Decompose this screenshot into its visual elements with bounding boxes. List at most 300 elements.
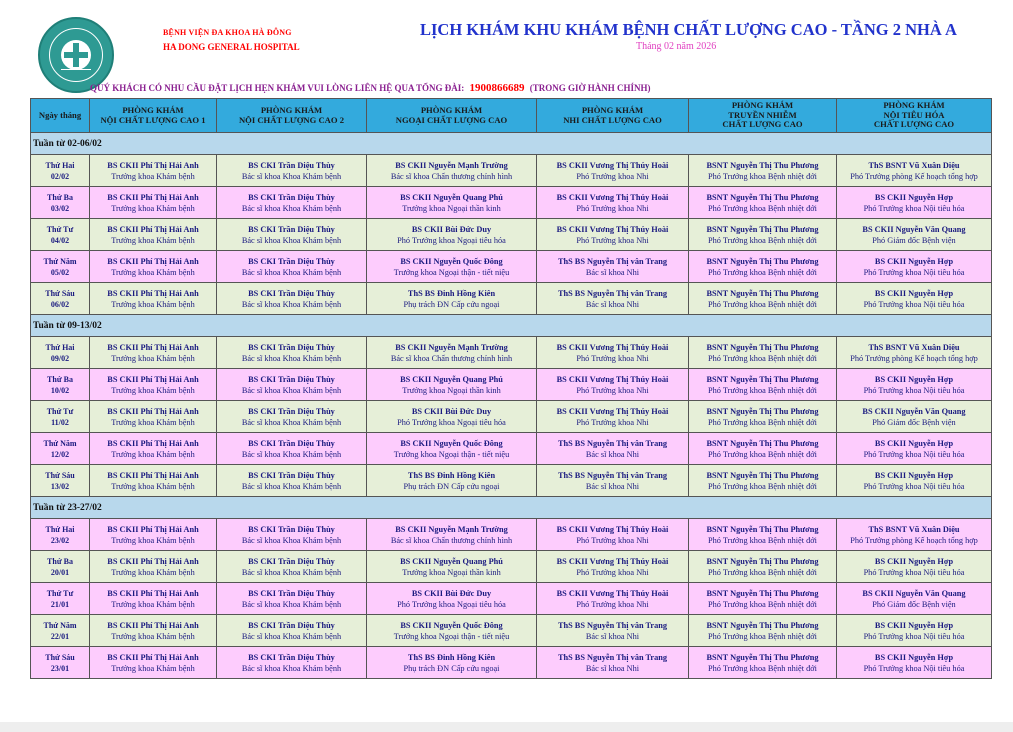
- weekday: Thứ Tư: [46, 588, 74, 598]
- weekday: Thứ Năm: [43, 438, 77, 448]
- doctor-name: BS CKII Phí Thị Hải Anh: [107, 620, 199, 630]
- doctor-cell: [837, 401, 992, 433]
- doctor-position: Bác sĩ khoa Nhi: [585, 449, 640, 459]
- weekday: Thứ Tư: [46, 406, 74, 416]
- doctor-position: Phó Trưởng khoa Bệnh nhiệt đới: [708, 535, 817, 545]
- date: 23/02: [50, 535, 70, 545]
- col-header-c6: PHÒNG KHÁM NỘI TIÊU HÓA CHẤT LƯỢNG CAO: [837, 99, 992, 133]
- doctor-cell: [837, 283, 992, 315]
- doctor-name: BS CKII Nguyễn Hợp: [874, 470, 954, 480]
- weekday: Thứ Tư: [46, 224, 74, 234]
- doctor-position: Trưởng khoa Khám bệnh: [111, 353, 195, 363]
- doctor-name: ThS BSNT Vũ Xuân Diệu: [868, 524, 960, 534]
- doctor-cell: [367, 647, 537, 679]
- doctor-name: BS CKII Vương Thị Thúy Hoài: [556, 224, 669, 234]
- doctor-position: Bác sĩ khoa Nhi: [585, 663, 640, 673]
- doctor-cell: [217, 433, 367, 465]
- table-row: [31, 647, 992, 679]
- doctor-name: BS CKII Nguyễn Hợp: [874, 620, 954, 630]
- doctor-position: Trưởng khoa Ngoại thận - tiết niệu: [393, 267, 510, 277]
- doctor-position: Bác sĩ khoa Khoa Khám bệnh: [241, 417, 342, 427]
- doctor-name: BS CKII Nguyễn Hợp: [874, 192, 954, 202]
- doctor-name: BSNT Nguyễn Thị Thu Phương: [706, 524, 819, 534]
- doctor-name: BS CKII Nguyễn Hợp: [874, 556, 954, 566]
- doctor-cell: [367, 337, 537, 369]
- week-label: Tuần từ 02-06/02: [31, 133, 992, 155]
- doctor-name: BS CKI Trần Diệu Thùy: [248, 160, 335, 170]
- doctor-name: ThS BS Nguyễn Thị vân Trang: [557, 652, 668, 662]
- doctor-position: Phó Trưởng khoa Nội tiêu hóa: [863, 449, 965, 459]
- doctor-name: BS CKII Vương Thị Thúy Hoài: [556, 342, 669, 352]
- day-cell: [31, 337, 90, 369]
- day-cell: [31, 369, 90, 401]
- schedule-body: [31, 133, 992, 679]
- doctor-name: BS CKII Phí Thị Hải Anh: [107, 256, 199, 266]
- doctor-cell: [537, 433, 689, 465]
- doctor-name: BS CKII Nguyễn Hợp: [874, 652, 954, 662]
- doctor-name: BS CKII Nguyễn Quốc Đông: [400, 620, 503, 630]
- doctor-name: BS CKII Bùi Đức Duy: [411, 224, 492, 234]
- doctor-position: Phó Trưởng khoa Bệnh nhiệt đới: [708, 299, 817, 309]
- doctor-cell: [537, 615, 689, 647]
- doctor-name: ThS BS Đinh Hồng Kiên: [407, 288, 496, 298]
- doctor-cell: [837, 155, 992, 187]
- doctor-name: BS CKII Nguyễn Hợp: [874, 438, 954, 448]
- medical-cross-bar: [64, 52, 88, 58]
- doctor-position: Phụ trách ĐN Cấp cứu ngoại: [403, 663, 500, 673]
- doctor-position: Phó Trưởng khoa Bệnh nhiệt đới: [708, 449, 817, 459]
- doctor-cell: [90, 401, 217, 433]
- doctor-name: BSNT Nguyễn Thị Thu Phương: [706, 652, 819, 662]
- doctor-cell: [837, 187, 992, 219]
- doctor-cell: [90, 283, 217, 315]
- doctor-cell: [367, 519, 537, 551]
- doctor-cell: [217, 647, 367, 679]
- doctor-name: BS CKI Trần Diệu Thùy: [248, 406, 335, 416]
- doctor-name: BS CKI Trần Diệu Thùy: [248, 438, 335, 448]
- doctor-name: BS CKII Nguyễn Văn Quang: [862, 224, 966, 234]
- doctor-name: BS CKI Trần Diệu Thùy: [248, 192, 335, 202]
- doctor-name: BS CKII Phí Thị Hải Anh: [107, 374, 199, 384]
- doctor-name: BS CKI Trần Diệu Thùy: [248, 288, 335, 298]
- doctor-name: BSNT Nguyễn Thị Thu Phương: [706, 588, 819, 598]
- doctor-cell: [90, 551, 217, 583]
- doctor-name: BS CKI Trần Diệu Thùy: [248, 342, 335, 352]
- doctor-cell: [90, 219, 217, 251]
- doctor-name: BS CKI Trần Diệu Thùy: [248, 256, 335, 266]
- weekday: Thứ Hai: [45, 524, 75, 534]
- doctor-cell: [537, 647, 689, 679]
- doctor-cell: [689, 465, 837, 497]
- doctor-position: Bác sĩ khoa Khoa Khám bệnh: [241, 353, 342, 363]
- doctor-position: Phó Trưởng khoa Bệnh nhiệt đới: [708, 353, 817, 363]
- page-subtitle: Tháng 02 năm 2026: [636, 41, 717, 52]
- doctor-name: BS CKII Vương Thị Thúy Hoài: [556, 588, 669, 598]
- doctor-position: Phó Trưởng khoa Bệnh nhiệt đới: [708, 599, 817, 609]
- doctor-cell: [537, 283, 689, 315]
- week-row: [31, 497, 992, 519]
- doctor-name: BS CKII Phí Thị Hải Anh: [107, 470, 199, 480]
- doctor-name: BS CKII Nguyễn Quang Phú: [400, 556, 503, 566]
- doctor-name: BS CKII Nguyễn Quang Phú: [400, 192, 503, 202]
- date: 10/02: [50, 385, 70, 395]
- doctor-name: BSNT Nguyễn Thị Thu Phương: [706, 342, 819, 352]
- doctor-name: BS CKI Trần Diệu Thùy: [248, 620, 335, 630]
- doctor-position: Phó Giám đốc Bệnh viện: [872, 235, 956, 245]
- weekday: Thứ Sáu: [45, 470, 75, 480]
- table-row: [31, 401, 992, 433]
- doctor-position: Phó Trưởng phòng Kế hoạch tổng hợp: [850, 353, 978, 363]
- doctor-name: BSNT Nguyễn Thị Thu Phương: [706, 288, 819, 298]
- doctor-position: Bác sĩ khoa Chấn thương chỉnh hình: [390, 353, 513, 363]
- doctor-position: Phó Trưởng khoa Bệnh nhiệt đới: [708, 267, 817, 277]
- doctor-name: BS CKII Vương Thị Thúy Hoài: [556, 556, 669, 566]
- doctor-cell: [689, 647, 837, 679]
- doctor-cell: [217, 283, 367, 315]
- doctor-cell: [217, 369, 367, 401]
- logo-ribbon: [61, 69, 91, 78]
- weekday: Thứ Sáu: [45, 288, 75, 298]
- doctor-position: Phó Trưởng khoa Nhi: [576, 567, 649, 577]
- day-cell: [31, 647, 90, 679]
- doctor-position: Bác sĩ khoa Khoa Khám bệnh: [241, 267, 342, 277]
- doctor-name: BS CKII Nguyễn Quốc Đông: [400, 256, 503, 266]
- doctor-name: BS CKII Nguyễn Mạnh Trường: [395, 342, 508, 352]
- doctor-cell: [367, 187, 537, 219]
- doctor-name: ThS BS Nguyễn Thị vân Trang: [557, 256, 668, 266]
- doctor-position: Phó Trưởng khoa Nhi: [576, 203, 649, 213]
- day-cell: [31, 155, 90, 187]
- table-row: [31, 337, 992, 369]
- doctor-cell: [367, 433, 537, 465]
- weekday: Thứ Ba: [47, 556, 73, 566]
- footer-bar: [0, 722, 1013, 732]
- doctor-name: BS CKII Vương Thị Thúy Hoài: [556, 160, 669, 170]
- weekday: Thứ Hai: [45, 160, 75, 170]
- doctor-cell: [537, 551, 689, 583]
- doctor-position: Bác sĩ khoa Khoa Khám bệnh: [241, 567, 342, 577]
- weekday: Thứ Hai: [45, 342, 75, 352]
- doctor-position: Phó Trưởng khoa Nội tiêu hóa: [863, 663, 965, 673]
- doctor-position: Phó Trưởng phòng Kế hoạch tổng hợp: [850, 535, 978, 545]
- doctor-cell: [837, 433, 992, 465]
- table-row: [31, 369, 992, 401]
- doctor-cell: [367, 583, 537, 615]
- doctor-cell: [837, 551, 992, 583]
- doctor-cell: [837, 337, 992, 369]
- doctor-cell: [367, 251, 537, 283]
- doctor-name: BSNT Nguyễn Thị Thu Phương: [706, 224, 819, 234]
- date: 23/01: [50, 663, 70, 673]
- date: 05/02: [50, 267, 70, 277]
- table-row: [31, 583, 992, 615]
- doctor-position: Trưởng khoa Ngoại thận - tiết niệu: [393, 449, 510, 459]
- doctor-position: Bác sĩ khoa Nhi: [585, 481, 640, 491]
- doctor-cell: [367, 369, 537, 401]
- doctor-name: BS CKI Trần Diệu Thùy: [248, 224, 335, 234]
- doctor-cell: [367, 551, 537, 583]
- doctor-name: BSNT Nguyễn Thị Thu Phương: [706, 256, 819, 266]
- day-cell: [31, 187, 90, 219]
- doctor-name: BS CKII Phí Thị Hải Anh: [107, 406, 199, 416]
- doctor-position: Phó Trưởng khoa Nhi: [576, 235, 649, 245]
- doctor-name: BS CKII Phí Thị Hải Anh: [107, 342, 199, 352]
- doctor-name: BS CKII Nguyễn Văn Quang: [862, 588, 966, 598]
- doctor-name: BS CKI Trần Diệu Thùy: [248, 374, 335, 384]
- doctor-position: Trưởng khoa Khám bệnh: [111, 417, 195, 427]
- doctor-cell: [537, 251, 689, 283]
- doctor-name: BS CKII Nguyễn Hợp: [874, 288, 954, 298]
- doctor-position: Trưởng khoa Khám bệnh: [111, 203, 195, 213]
- day-cell: [31, 519, 90, 551]
- date: 12/02: [50, 449, 70, 459]
- doctor-name: BS CKI Trần Diệu Thùy: [248, 524, 335, 534]
- doctor-name: BS CKII Bùi Đức Duy: [411, 588, 492, 598]
- doctor-position: Trưởng khoa Khám bệnh: [111, 267, 195, 277]
- doctor-cell: [217, 465, 367, 497]
- doctor-cell: [837, 251, 992, 283]
- doctor-name: BS CKII Phí Thị Hải Anh: [107, 224, 199, 234]
- doctor-position: Phó Trưởng khoa Nhi: [576, 417, 649, 427]
- doctor-position: Phó Trưởng khoa Ngoại tiêu hóa: [397, 417, 506, 427]
- doctor-position: Phó Trưởng khoa Nội tiêu hóa: [863, 567, 965, 577]
- date: 21/01: [50, 599, 70, 609]
- doctor-name: BS CKII Vương Thị Thúy Hoài: [556, 374, 669, 384]
- page-title: LỊCH KHÁM KHU KHÁM BỆNH CHẤT LƯỢNG CAO - TẦNG 2 NHÀ A: [420, 20, 957, 39]
- col-header-c5: PHÒNG KHÁM TRUYỀN NHIỄM CHẤT LƯỢNG CAO: [689, 99, 837, 133]
- doctor-cell: [217, 219, 367, 251]
- date: 04/02: [50, 235, 70, 245]
- day-cell: [31, 251, 90, 283]
- col-header-c2: PHÒNG KHÁM NỘI CHẤT LƯỢNG CAO 2: [217, 99, 367, 133]
- doctor-cell: [217, 251, 367, 283]
- hotline-number[interactable]: 1900866689: [469, 82, 525, 94]
- doctor-name: BS CKII Phí Thị Hải Anh: [107, 438, 199, 448]
- weekday: Thứ Ba: [47, 192, 73, 202]
- doctor-cell: [217, 551, 367, 583]
- doctor-cell: [837, 369, 992, 401]
- doctor-cell: [90, 251, 217, 283]
- header-row: [31, 99, 992, 133]
- doctor-position: Phó Trưởng khoa Bệnh nhiệt đới: [708, 631, 817, 641]
- doctor-name: ThS BS Nguyễn Thị vân Trang: [557, 288, 668, 298]
- doctor-cell: [689, 155, 837, 187]
- doctor-cell: [367, 219, 537, 251]
- doctor-name: ThS BSNT Vũ Xuân Diệu: [868, 342, 960, 352]
- doctor-name: BS CKII Phí Thị Hải Anh: [107, 556, 199, 566]
- doctor-position: Bác sĩ khoa Chấn thương chỉnh hình: [390, 171, 513, 181]
- doctor-name: BS CKII Phí Thị Hải Anh: [107, 524, 199, 534]
- doctor-position: Phó Trưởng khoa Ngoại tiêu hóa: [397, 599, 506, 609]
- doctor-cell: [217, 583, 367, 615]
- col-header-c4: PHÒNG KHÁM NHI CHẤT LƯỢNG CAO: [537, 99, 689, 133]
- doctor-cell: [90, 615, 217, 647]
- weekday: Thứ Năm: [43, 256, 77, 266]
- doctor-name: BS CKI Trần Diệu Thùy: [248, 556, 335, 566]
- doctor-cell: [537, 155, 689, 187]
- notice-hours: (TRONG GIỜ HÀNH CHÍNH): [529, 83, 651, 93]
- doctor-name: ThS BS Đinh Hồng Kiên: [407, 470, 496, 480]
- day-cell: [31, 283, 90, 315]
- day-cell: [31, 433, 90, 465]
- col-header-c3: PHÒNG KHÁM NGOẠI CHẤT LƯỢNG CAO: [367, 99, 537, 133]
- doctor-name: BSNT Nguyễn Thị Thu Phương: [706, 620, 819, 630]
- doctor-name: ThS BS Nguyễn Thị vân Trang: [557, 470, 668, 480]
- doctor-position: Phó Trưởng khoa Bệnh nhiệt đới: [708, 481, 817, 491]
- doctor-position: Trưởng khoa Khám bệnh: [111, 385, 195, 395]
- doctor-position: Bác sĩ khoa Khoa Khám bệnh: [241, 631, 342, 641]
- doctor-cell: [689, 583, 837, 615]
- day-cell: [31, 551, 90, 583]
- doctor-position: Phụ trách ĐN Cấp cứu ngoại: [403, 481, 500, 491]
- doctor-position: Phó Trưởng khoa Bệnh nhiệt đới: [708, 663, 817, 673]
- doctor-cell: [367, 155, 537, 187]
- doctor-cell: [689, 369, 837, 401]
- doctor-cell: [367, 401, 537, 433]
- date: 03/02: [50, 203, 70, 213]
- doctor-cell: [837, 465, 992, 497]
- table-row: [31, 219, 992, 251]
- doctor-name: BSNT Nguyễn Thị Thu Phương: [706, 556, 819, 566]
- date: 06/02: [50, 299, 70, 309]
- doctor-position: Bác sĩ khoa Khoa Khám bệnh: [241, 171, 342, 181]
- doctor-position: Bác sĩ khoa Khoa Khám bệnh: [241, 385, 342, 395]
- doctor-cell: [90, 155, 217, 187]
- doctor-position: Bác sĩ khoa Nhi: [585, 631, 640, 641]
- table-row: [31, 615, 992, 647]
- doctor-position: Bác sĩ khoa Nhi: [585, 299, 640, 309]
- doctor-name: BSNT Nguyễn Thị Thu Phương: [706, 374, 819, 384]
- hospital-name-vn: BỆNH VIỆN ĐA KHOA HÀ ĐÔNG: [163, 28, 292, 37]
- table-row: [31, 551, 992, 583]
- doctor-cell: [217, 337, 367, 369]
- week-row: [31, 315, 992, 337]
- doctor-name: ThS BS Nguyễn Thị vân Trang: [557, 620, 668, 630]
- doctor-name: BS CKII Nguyễn Mạnh Trường: [395, 160, 508, 170]
- day-cell: [31, 615, 90, 647]
- doctor-name: BS CKII Nguyễn Quang Phú: [400, 374, 503, 384]
- doctor-cell: [90, 187, 217, 219]
- doctor-cell: [217, 615, 367, 647]
- doctor-position: Trưởng khoa Khám bệnh: [111, 481, 195, 491]
- doctor-position: Phó Trưởng khoa Nội tiêu hóa: [863, 203, 965, 213]
- date: 11/02: [51, 417, 69, 427]
- table-row: [31, 155, 992, 187]
- doctor-position: Trưởng khoa Ngoại thần kinh: [402, 385, 501, 395]
- table-row: [31, 251, 992, 283]
- doctor-cell: [90, 647, 217, 679]
- doctor-position: Phó Trưởng phòng Kế hoạch tổng hợp: [850, 171, 978, 181]
- doctor-name: BS CKII Phí Thị Hải Anh: [107, 160, 199, 170]
- doctor-cell: [367, 283, 537, 315]
- doctor-cell: [90, 337, 217, 369]
- doctor-position: Trưởng khoa Khám bệnh: [111, 299, 195, 309]
- doctor-name: BS CKII Phí Thị Hải Anh: [107, 192, 199, 202]
- doctor-cell: [537, 219, 689, 251]
- schedule-table: [30, 98, 992, 679]
- doctor-cell: [90, 519, 217, 551]
- doctor-position: Phó Trưởng khoa Nội tiêu hóa: [863, 631, 965, 641]
- doctor-name: BSNT Nguyễn Thị Thu Phương: [706, 192, 819, 202]
- doctor-name: BS CKII Nguyễn Hợp: [874, 374, 954, 384]
- col-header-c1: PHÒNG KHÁM NỘI CHẤT LƯỢNG CAO 1: [90, 99, 217, 133]
- doctor-cell: [837, 615, 992, 647]
- doctor-cell: [537, 401, 689, 433]
- doctor-position: Bác sĩ khoa Khoa Khám bệnh: [241, 203, 342, 213]
- doctor-name: BS CKII Phí Thị Hải Anh: [107, 652, 199, 662]
- doctor-position: Phó Trưởng khoa Ngoại tiêu hóa: [397, 235, 506, 245]
- doctor-cell: [689, 283, 837, 315]
- doctor-name: ThS BS Nguyễn Thị vân Trang: [557, 438, 668, 448]
- doctor-cell: [90, 433, 217, 465]
- doctor-cell: [537, 187, 689, 219]
- week-label: Tuần từ 09-13/02: [31, 315, 992, 337]
- day-cell: [31, 465, 90, 497]
- notice-text: QUÝ KHÁCH CÓ NHU CẦU ĐẶT LỊCH HẸN KHÁM VUI LÒNG LIÊN HỆ QUA TỔNG ĐÀI:: [90, 83, 465, 93]
- doctor-position: Trưởng khoa Ngoại thần kinh: [402, 567, 501, 577]
- doctor-cell: [689, 551, 837, 583]
- doctor-position: Trưởng khoa Khám bệnh: [111, 663, 195, 673]
- doctor-name: BS CKII Nguyễn Văn Quang: [862, 406, 966, 416]
- doctor-position: Bác sĩ khoa Khoa Khám bệnh: [241, 299, 342, 309]
- doctor-cell: [689, 219, 837, 251]
- doctor-cell: [537, 337, 689, 369]
- doctor-position: Phó Trưởng khoa Bệnh nhiệt đới: [708, 385, 817, 395]
- doctor-name: BS CKI Trần Diệu Thùy: [248, 652, 335, 662]
- doctor-position: Phó Trưởng khoa Nội tiêu hóa: [863, 299, 965, 309]
- doctor-cell: [367, 615, 537, 647]
- doctor-cell: [537, 519, 689, 551]
- doctor-cell: [689, 401, 837, 433]
- table-row: [31, 519, 992, 551]
- doctor-name: BS CKII Phí Thị Hải Anh: [107, 588, 199, 598]
- doctor-position: Phó Trưởng khoa Nội tiêu hóa: [863, 481, 965, 491]
- doctor-name: BS CKI Trần Diệu Thùy: [248, 588, 335, 598]
- doctor-name: BS CKII Vương Thị Thúy Hoài: [556, 406, 669, 416]
- doctor-position: Phó Giám đốc Bệnh viện: [872, 599, 956, 609]
- day-cell: [31, 219, 90, 251]
- doctor-position: Phó Trưởng khoa Bệnh nhiệt đới: [708, 171, 817, 181]
- doctor-position: Phó Trưởng khoa Bệnh nhiệt đới: [708, 567, 817, 577]
- doctor-name: BSNT Nguyễn Thị Thu Phương: [706, 406, 819, 416]
- date: 20/01: [50, 567, 70, 577]
- doctor-name: ThS BS Đinh Hồng Kiên: [407, 652, 496, 662]
- doctor-name: BS CKII Nguyễn Hợp: [874, 256, 954, 266]
- doctor-position: Phó Trưởng khoa Nội tiêu hóa: [863, 267, 965, 277]
- doctor-position: Phó Trưởng khoa Nhi: [576, 599, 649, 609]
- doctor-name: BSNT Nguyễn Thị Thu Phương: [706, 438, 819, 448]
- week-row: [31, 133, 992, 155]
- doctor-cell: [217, 519, 367, 551]
- date: 22/01: [50, 631, 70, 641]
- doctor-cell: [217, 187, 367, 219]
- doctor-cell: [90, 583, 217, 615]
- weekday: Thứ Năm: [43, 620, 77, 630]
- doctor-cell: [537, 369, 689, 401]
- doctor-cell: [689, 433, 837, 465]
- doctor-name: BS CKII Nguyễn Quốc Đông: [400, 438, 503, 448]
- date: 09/02: [50, 353, 70, 363]
- doctor-cell: [217, 401, 367, 433]
- doctor-position: Trưởng khoa Khám bệnh: [111, 567, 195, 577]
- doctor-position: Phó Trưởng khoa Nhi: [576, 171, 649, 181]
- doctor-position: Trưởng khoa Khám bệnh: [111, 535, 195, 545]
- doctor-position: Trưởng khoa Khám bệnh: [111, 171, 195, 181]
- doctor-name: BS CKII Vương Thị Thúy Hoài: [556, 192, 669, 202]
- doctor-position: Bác sĩ khoa Chấn thương chỉnh hình: [390, 535, 513, 545]
- weekday: Thứ Sáu: [45, 652, 75, 662]
- day-cell: [31, 401, 90, 433]
